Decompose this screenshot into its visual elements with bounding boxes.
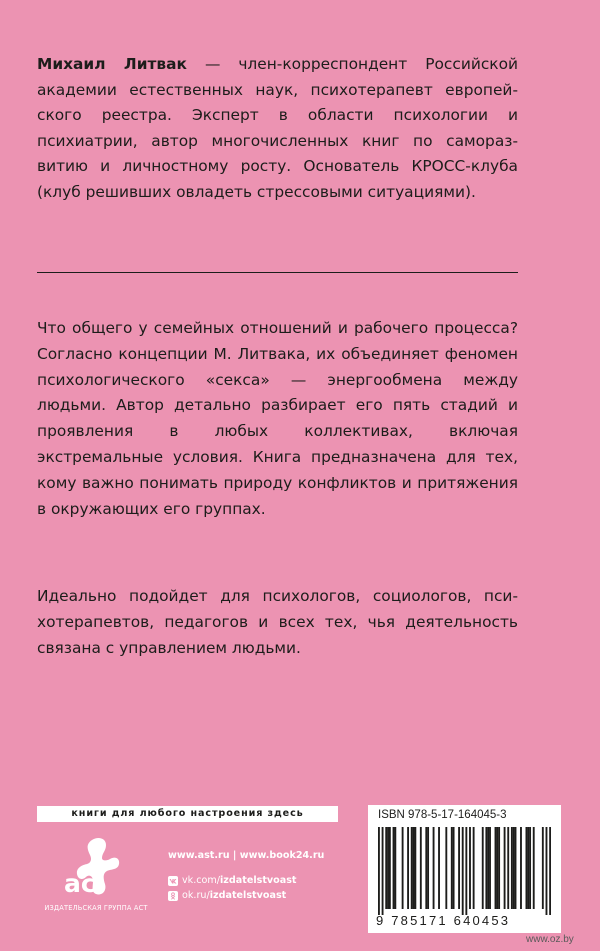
publisher-logo (36, 834, 156, 920)
barcode-bar (451, 827, 453, 909)
author-bio-text: — член-корреспондент Российской академии естественных наук, психотерапевт европейского реестра. Эксперт в области психологии и психиатрии, автор многочисленных книг по саморазвитию и личностному росту. Основатель КРОСС-клуба (клуб решивших овладеть стрессовыми ситуациями). (37, 55, 518, 201)
author-name: Михаил Литвак (37, 55, 187, 73)
barcode-bar (549, 827, 551, 915)
barcode-bar (533, 827, 535, 909)
barcode-bar (445, 827, 447, 909)
ok-prefix: ok.ru/ (182, 890, 210, 901)
svg-text:ас: ас (64, 869, 96, 898)
barcode-bar (496, 827, 498, 909)
watermark: www.oz.by (526, 934, 574, 945)
vk-icon (168, 876, 178, 886)
barcode-bar (495, 827, 497, 909)
barcode-digits: 9 785171 640453 (376, 913, 511, 928)
barcode-bar (407, 827, 409, 909)
barcode-bar (513, 827, 515, 909)
ok-icon (168, 891, 178, 901)
barcode-bar (465, 827, 467, 915)
barcode-bar (511, 827, 513, 909)
barcode-bar (382, 827, 384, 915)
vk-prefix: vk.com/ (182, 875, 221, 886)
publisher-websites[interactable]: www.ast.ru | www.book24.ru (168, 850, 325, 861)
barcode-bar (453, 827, 455, 909)
description-paragraph-2: Идеально подойдет для психологов, социологов, психотерапевтов, педагогов и всех тех, чья деятельность связана с управлением людьми. (37, 587, 518, 657)
barcode-bar (498, 827, 500, 909)
barcode-bar (458, 827, 460, 909)
barcode-bar (520, 827, 522, 909)
publisher-caption: ИЗДАТЕЛЬСКАЯ ГРУППА АСТ (44, 904, 148, 912)
barcode-bar (482, 827, 484, 909)
ast-logo-icon (62, 834, 128, 898)
barcode-bars (378, 827, 551, 917)
barcode-bar (542, 827, 544, 909)
promo-banner: книги для любого настроения здесь (37, 806, 338, 822)
barcode-bar (394, 827, 396, 909)
barcode-bar (473, 827, 475, 909)
barcode-bar (393, 827, 395, 909)
barcode-bar (427, 827, 429, 909)
ok-link[interactable] (168, 890, 286, 901)
barcode-bar (507, 827, 509, 909)
description-paragraph-1: Что общего у семейных отношений и рабочего процесса? Согласно концепции М. Литвака, их объединяет феномен психологического «секса» — энергообмена между людьми. Автор детально разбирает его пять стадий и проявления в любых коллективах, включая экстремальные условия. Книга предназначена для тех, кому важно понимать природу конфликтов и притяжения в окружающих его группах. (37, 319, 518, 518)
barcode-bar (411, 827, 413, 909)
author-bio (37, 52, 518, 205)
barcode-bar (529, 827, 531, 909)
barcode-bar (515, 827, 517, 909)
barcode-bar (546, 827, 548, 915)
barcode-bar (504, 827, 506, 909)
barcode-bar (469, 827, 471, 909)
vk-link[interactable] (168, 875, 297, 886)
barcode-bar (389, 827, 391, 909)
barcode-bar (487, 827, 489, 909)
barcode-bar (438, 827, 440, 909)
barcode-bar (425, 827, 427, 909)
divider-line (37, 272, 518, 273)
barcode-bar (378, 827, 380, 915)
barcode-bar (385, 827, 387, 909)
vk-handle: izdatelstvoast (220, 875, 297, 886)
barcode-bar (414, 827, 416, 909)
ok-handle: izdatelstvoast (209, 890, 287, 901)
isbn-label: ISBN 978-5-17-164045-3 (378, 809, 507, 821)
barcode-bar (489, 827, 491, 909)
barcode-bar (527, 827, 529, 909)
barcode-bar (402, 827, 404, 909)
barcode-bar (485, 827, 487, 909)
barcode-bar (526, 827, 528, 909)
barcode-bar (413, 827, 415, 909)
barcode-bar (462, 827, 464, 915)
barcode-bar (387, 827, 389, 909)
publisher-links (168, 850, 358, 901)
barcode-panel (368, 805, 561, 933)
barcode-bar (420, 827, 422, 909)
barcode-bar (433, 827, 435, 909)
